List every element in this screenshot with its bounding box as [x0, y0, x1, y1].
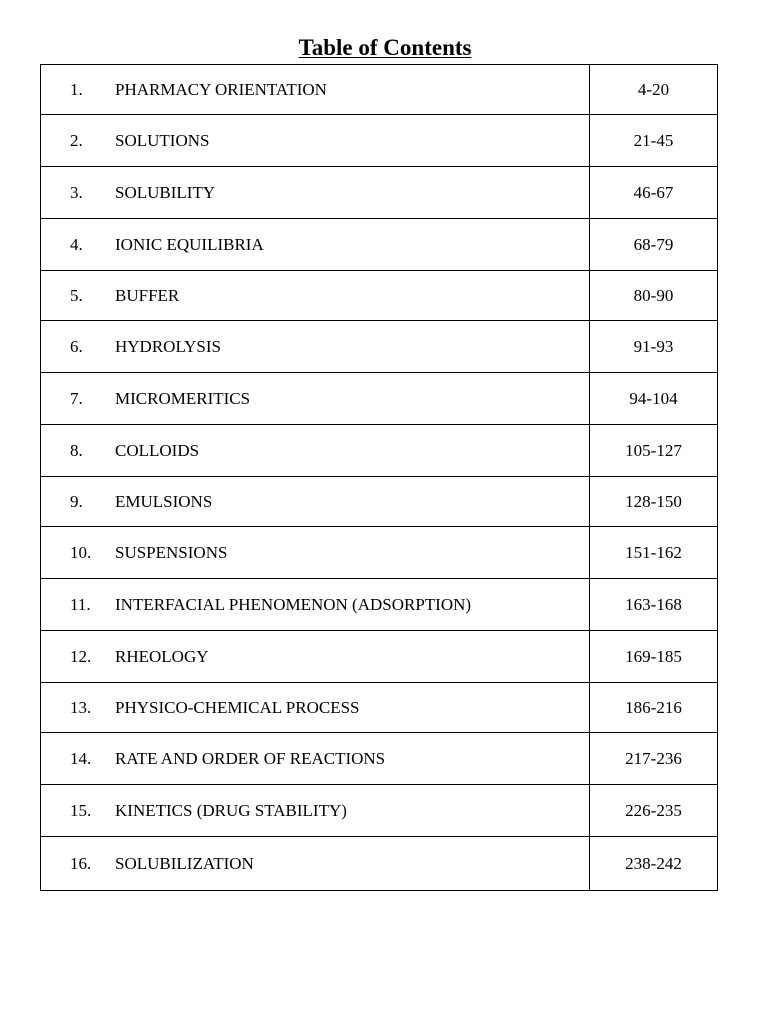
page-title: Table of Contents	[298, 35, 472, 60]
toc-row	[41, 373, 718, 425]
chapter-number: 12.	[70, 646, 92, 666]
chapter-number: 7.	[70, 388, 83, 408]
chapter-pages: 4-20	[590, 65, 718, 115]
toc-row	[41, 785, 718, 837]
chapter-number: 13.	[70, 697, 92, 717]
toc-title-cell	[41, 271, 590, 321]
toc-title-cell	[41, 219, 590, 271]
chapter-title: INTERFACIAL PHENOMENON (ADSORPTION)	[115, 594, 472, 614]
chapter-pages: 80-90	[590, 271, 718, 321]
toc-row	[41, 115, 718, 167]
chapter-title: SUSPENSIONS	[115, 542, 228, 562]
toc-row	[41, 167, 718, 219]
chapter-pages: 21-45	[590, 115, 718, 167]
chapter-number: 14.	[70, 748, 92, 768]
chapter-title: PHYSICO-CHEMICAL PROCESS	[115, 697, 360, 717]
toc-title-cell	[41, 115, 590, 167]
chapter-title: RATE AND ORDER OF REACTIONS	[115, 748, 386, 768]
chapter-pages: 151-162	[590, 527, 718, 579]
toc-row	[41, 579, 718, 631]
chapter-title: RHEOLOGY	[115, 646, 209, 666]
chapter-number: 15.	[70, 800, 92, 820]
toc-row	[41, 271, 718, 321]
toc-title-cell	[41, 425, 590, 477]
toc-row	[41, 65, 718, 115]
chapter-title: IONIC EQUILIBRIA	[115, 234, 264, 254]
toc-row	[41, 477, 718, 527]
toc-row	[41, 631, 718, 683]
toc-row	[41, 425, 718, 477]
toc-title-cell	[41, 65, 590, 115]
chapter-number: 8.	[70, 440, 83, 460]
chapter-title: PHARMACY ORIENTATION	[115, 79, 327, 99]
chapter-title: BUFFER	[115, 285, 180, 305]
chapter-number: 6.	[70, 336, 83, 356]
toc-title-cell	[41, 579, 590, 631]
chapter-pages: 186-216	[590, 683, 718, 733]
chapter-title: SOLUBILIZATION	[115, 853, 254, 873]
chapter-pages: 46-67	[590, 167, 718, 219]
chapter-number: 2.	[70, 130, 83, 150]
chapter-pages: 169-185	[590, 631, 718, 683]
chapter-pages: 128-150	[590, 477, 718, 527]
toc-title-cell	[41, 683, 590, 733]
toc-title-cell	[41, 373, 590, 425]
toc-title-cell	[41, 477, 590, 527]
toc-table	[40, 64, 718, 891]
chapter-pages: 94-104	[590, 373, 718, 425]
chapter-title: SOLUTIONS	[115, 130, 210, 150]
chapter-number: 3.	[70, 182, 83, 202]
toc-title-cell	[41, 321, 590, 373]
chapter-pages: 91-93	[590, 321, 718, 373]
toc-title-cell	[41, 785, 590, 837]
toc-title-cell	[41, 527, 590, 579]
chapter-title: COLLOIDS	[115, 440, 200, 460]
chapter-title: EMULSIONS	[115, 491, 213, 511]
chapter-pages: 238-242	[590, 837, 718, 891]
toc-body	[41, 65, 718, 891]
toc-row	[41, 527, 718, 579]
chapter-number: 1.	[70, 79, 83, 99]
chapter-number: 5.	[70, 285, 83, 305]
toc-row	[41, 321, 718, 373]
toc-title-cell	[41, 631, 590, 683]
toc-row	[41, 837, 718, 891]
chapter-number: 10.	[70, 542, 92, 562]
chapter-number: 4.	[70, 234, 83, 254]
toc-title-cell	[41, 167, 590, 219]
chapter-pages: 68-79	[590, 219, 718, 271]
chapter-pages: 163-168	[590, 579, 718, 631]
chapter-title: MICROMERITICS	[115, 388, 251, 408]
chapter-number: 9.	[70, 491, 83, 511]
toc-title-cell	[41, 837, 590, 891]
toc-title-cell	[41, 733, 590, 785]
chapter-title: SOLUBILITY	[115, 182, 216, 202]
chapter-pages: 226-235	[590, 785, 718, 837]
toc-row	[41, 733, 718, 785]
chapter-number: 11.	[70, 594, 91, 614]
toc-row	[41, 219, 718, 271]
chapter-pages: 105-127	[590, 425, 718, 477]
chapter-title: KINETICS (DRUG STABILITY)	[115, 800, 347, 820]
toc-row	[41, 683, 718, 733]
chapter-pages: 217-236	[590, 733, 718, 785]
chapter-title: HYDROLYSIS	[115, 336, 221, 356]
chapter-number: 16.	[70, 853, 92, 873]
